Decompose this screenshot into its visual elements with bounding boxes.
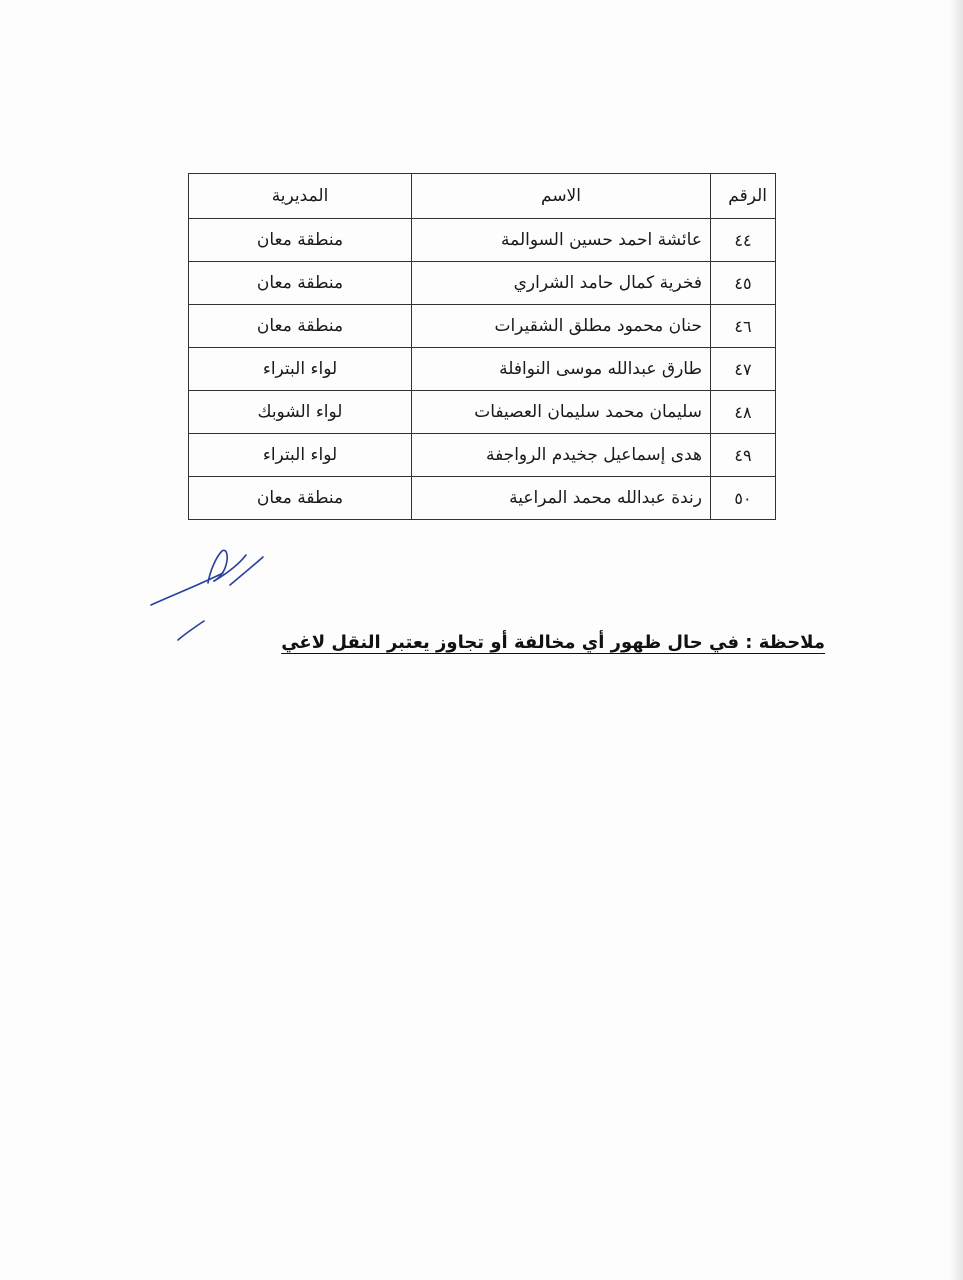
row-name: حنان محمود مطلق الشقيرات: [412, 305, 711, 348]
header-directorate: المديرية: [189, 174, 412, 219]
row-directorate: منطقة معان: [189, 305, 412, 348]
row-directorate: لواء الشوبك: [189, 391, 412, 434]
row-number: ٤٦: [711, 305, 776, 348]
table-row: [189, 391, 776, 434]
transfer-note: ملاحظة : في حال ظهور أي مخالفة أو تجاوز يعتبر النقل لاغي: [281, 632, 825, 653]
row-name: عائشة احمد حسين السوالمة: [412, 219, 711, 262]
row-name: فخرية كمال حامد الشراري: [412, 262, 711, 305]
table-row: [189, 477, 776, 520]
row-directorate: لواء البتراء: [189, 348, 412, 391]
header-name: الاسم: [412, 174, 711, 219]
row-number: ٤٥: [711, 262, 776, 305]
scan-edge-shadow: [949, 0, 963, 1280]
row-directorate: منطقة معان: [189, 477, 412, 520]
row-name: هدى إسماعيل جخيدم الرواجفة: [412, 434, 711, 477]
table-row: [189, 305, 776, 348]
row-number: ٤٧: [711, 348, 776, 391]
row-directorate: منطقة معان: [189, 262, 412, 305]
row-directorate: لواء البتراء: [189, 434, 412, 477]
roster-table-container: [188, 173, 776, 520]
table-row: [189, 434, 776, 477]
roster-table: [188, 173, 776, 520]
row-number: ٤٩: [711, 434, 776, 477]
row-directorate: منطقة معان: [189, 219, 412, 262]
row-name: طارق عبدالله موسى النوافلة: [412, 348, 711, 391]
handwritten-signature-icon: [148, 545, 278, 645]
table-row: [189, 219, 776, 262]
row-name: سليمان محمد سليمان العصيفات: [412, 391, 711, 434]
row-number: ٤٨: [711, 391, 776, 434]
table-row: [189, 348, 776, 391]
row-name: رندة عبدالله محمد المراعية: [412, 477, 711, 520]
row-number: ٥٠: [711, 477, 776, 520]
header-number: الرقم: [711, 174, 776, 219]
row-number: ٤٤: [711, 219, 776, 262]
table-header-row: [189, 174, 776, 219]
table-row: [189, 262, 776, 305]
